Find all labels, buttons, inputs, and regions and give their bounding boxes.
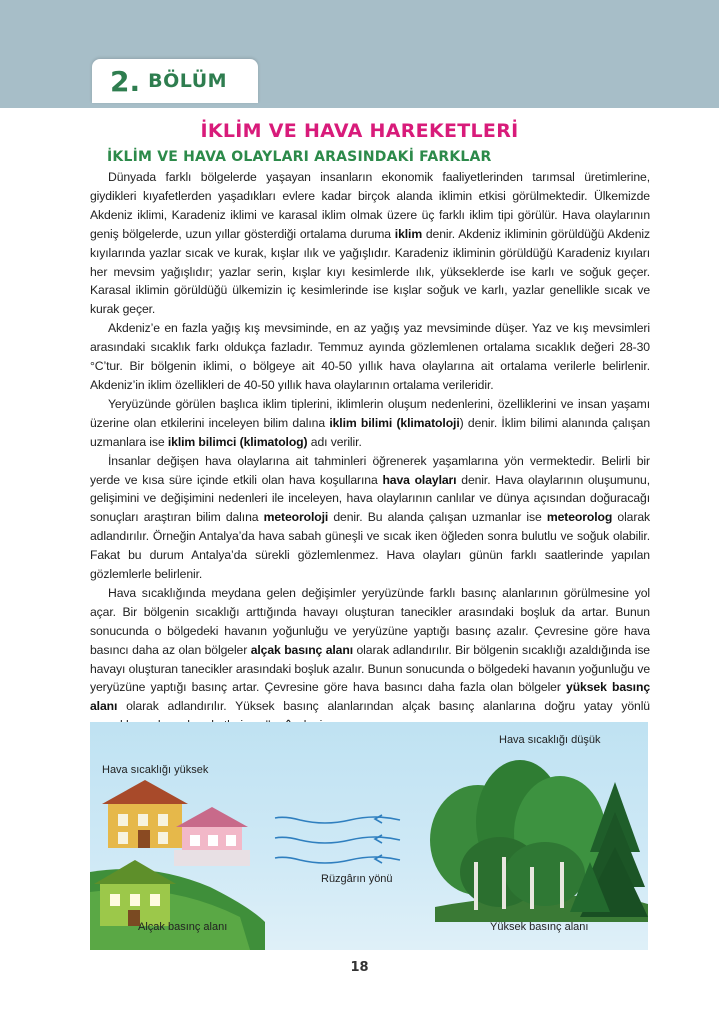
section-subtitle: İKLİM VE HAVA OLAYLARI ARASINDAKİ FARKLAR — [107, 149, 492, 165]
text-run: İnsanlar değişen hava olaylarına ait tahminleri öğrenerek yaşamlarına yön vermektedir. Belirli bir yerde ve kısa süre içinde etkili olan hava koşullarına — [90, 453, 650, 487]
paragraph — [90, 452, 650, 584]
bold-term: iklim bilimi (klimatoloji — [329, 415, 460, 430]
paragraph — [90, 319, 650, 395]
paragraph — [90, 584, 650, 735]
wind-illustration — [90, 722, 648, 950]
label-hot-air: Hava sıcaklığı yüksek — [102, 764, 209, 776]
bold-term: iklim bilimci (klimatolog) — [167, 434, 308, 449]
chapter-number: 2. — [110, 64, 141, 98]
text-run: Hava sıcaklığında meydana gelen değişimler yeryüzünde farklı basınç alanlarının görülmesine yol açar. Bir bölgenin sıcaklığı arttığında havayı oluşturan tanecikler arasındaki boşluk da artar. Bunun sonucunda o bölgedeki havanın yoğunluğu ve yeryüzüne yaptığı basınç azalır. Çevresine göre hava basıncı daha az olan bölgeler — [90, 585, 650, 657]
text-run: adı verilir. — [307, 434, 362, 449]
text-run: olarak adlandırılır. Yüksek basınç alanlarından alçak basınç alanlarına doğru yatay yönlü — [126, 699, 650, 714]
text-run: olarak adlandırılır. Örneğin Antalya’da hava sabah güneşli ve sıcak iken öğleden sonra bulutlu ve soğuk olabilir. Fakat bu durum Antalya’da sürekli gözlemlenmez. Hava olayları günün farklı saatlerinde yapılan gözlemlerle belirlenir. — [90, 510, 650, 582]
bold-term: meteorolog — [546, 510, 613, 525]
wind-figure — [90, 722, 648, 950]
bold-term: iklim — [394, 226, 423, 241]
text-run: olarak adlandırılır. Bir bölgenin sıcaklığı azaldığında ise havayı oluşturan tanecikler arasındaki boşluk azalır. Bunun sonucunda o bölgedeki havanın yoğunluğu ve yeryüzüne yaptığı basınç artar. Çevresine göre hava basıncı daha fazla olan bölgeler — [90, 642, 650, 695]
page-title: İKLİM VE HAVA HAREKETLERİ — [200, 120, 519, 142]
label-high-pressure: Yüksek basınç alanı — [490, 921, 589, 933]
text-run: denir. Hava olaylarının oluşumunu, gelişimini ve değişimini nedenleri ile inceleyen, hava olaylarının canlılar ve dünya açısından doğuracağı sonuçları araştıran bilim dalına — [90, 472, 650, 525]
wind-arrows — [275, 815, 400, 863]
forest — [430, 760, 648, 917]
paragraph — [90, 395, 650, 452]
bold-term: alçak basınç alanı — [250, 642, 353, 657]
chapter-word: BÖLÜM — [148, 70, 228, 92]
chapter-tab — [92, 59, 258, 103]
bold-term: yüksek basınç alanı — [90, 680, 650, 714]
green-house — [94, 860, 176, 926]
label-wind-direction: Rüzgârın yönü — [321, 873, 393, 885]
text-run: Yeryüzünde görülen başlıca iklim tiplerini, iklimlerin oluşum nedenlerini, özelliklerini ve insan yaşamı üzerine olan etkilerini inceleyen bilim dalına — [90, 396, 650, 430]
label-low-pressure: Alçak basınç alanı — [138, 921, 228, 933]
text-run: denir. Akdeniz ikliminin görüldüğü Akdeniz kıyılarında yazlar sıcak ve kurak, kışlar ılık ve yağışlıdır. Karadeniz ikliminin görüldüğü Karadeniz kıyıları her mevsim yağışlıdır; yazlar serin, kışlar kıyı kesimlerde ılık, yükseklerde ise karlı ve soğuk geçer. Karasal iklimin görüldüğü ülkemizin iç kesimlerinde ise kışlar soğuk ve karlı, yazlar genellikle sıcak ve kurak geçer. — [90, 226, 650, 317]
text-run: Akdeniz’e en fazla yağış kış mevsiminde, en az yağış yaz mevsiminde düşer. Yaz ve kış mevsimleri arasındaki sıcaklık farkı oldukça fazladır. Temmuz ayında gözlemlenen ortalama sıcaklık değeri 28-30 °C’tur. Bir bölgenin iklimi, o bölgeye ait 40-50 yıllık hava olaylarına ait ortalama verilerle belirlenir. Akdeniz’in iklim özellikleri de 40-50 yıllık hava olaylarının ortalama verileridir. — [90, 321, 650, 392]
bold-term: hava olayları — [382, 472, 457, 487]
pink-house — [174, 807, 250, 866]
label-cold-air: Hava sıcaklığı düşük — [499, 734, 601, 746]
body-text — [90, 168, 650, 735]
text-run: denir. Bu alanda çalışan uzmanlar ise — [328, 510, 547, 525]
text-run: Dünyada farklı bölgelerde yaşayan insanların ekonomik faaliyetlerinden tarımsal üretimlerine, giydikleri kıyafetlerden yaşadıkları evlere kadar birçok alanda iklimin etkisi görülmektedir. Ülkemizde Akdeniz iklimi, Karadeniz iklimi ve karasal iklim olmak üzere üç farklı iklim tipi görülür. Hava olaylarının geniş bölgelerde, uzun yıllar gösterdiği ortalama duruma — [90, 170, 650, 241]
yellow-house — [102, 780, 188, 848]
text-run: ) denir. İklim bilimi alanında çalışan uzmanlara ise — [90, 415, 650, 449]
bold-term: meteoroloji — [263, 510, 329, 525]
page-number: 18 — [350, 960, 369, 975]
paragraph — [90, 168, 650, 319]
